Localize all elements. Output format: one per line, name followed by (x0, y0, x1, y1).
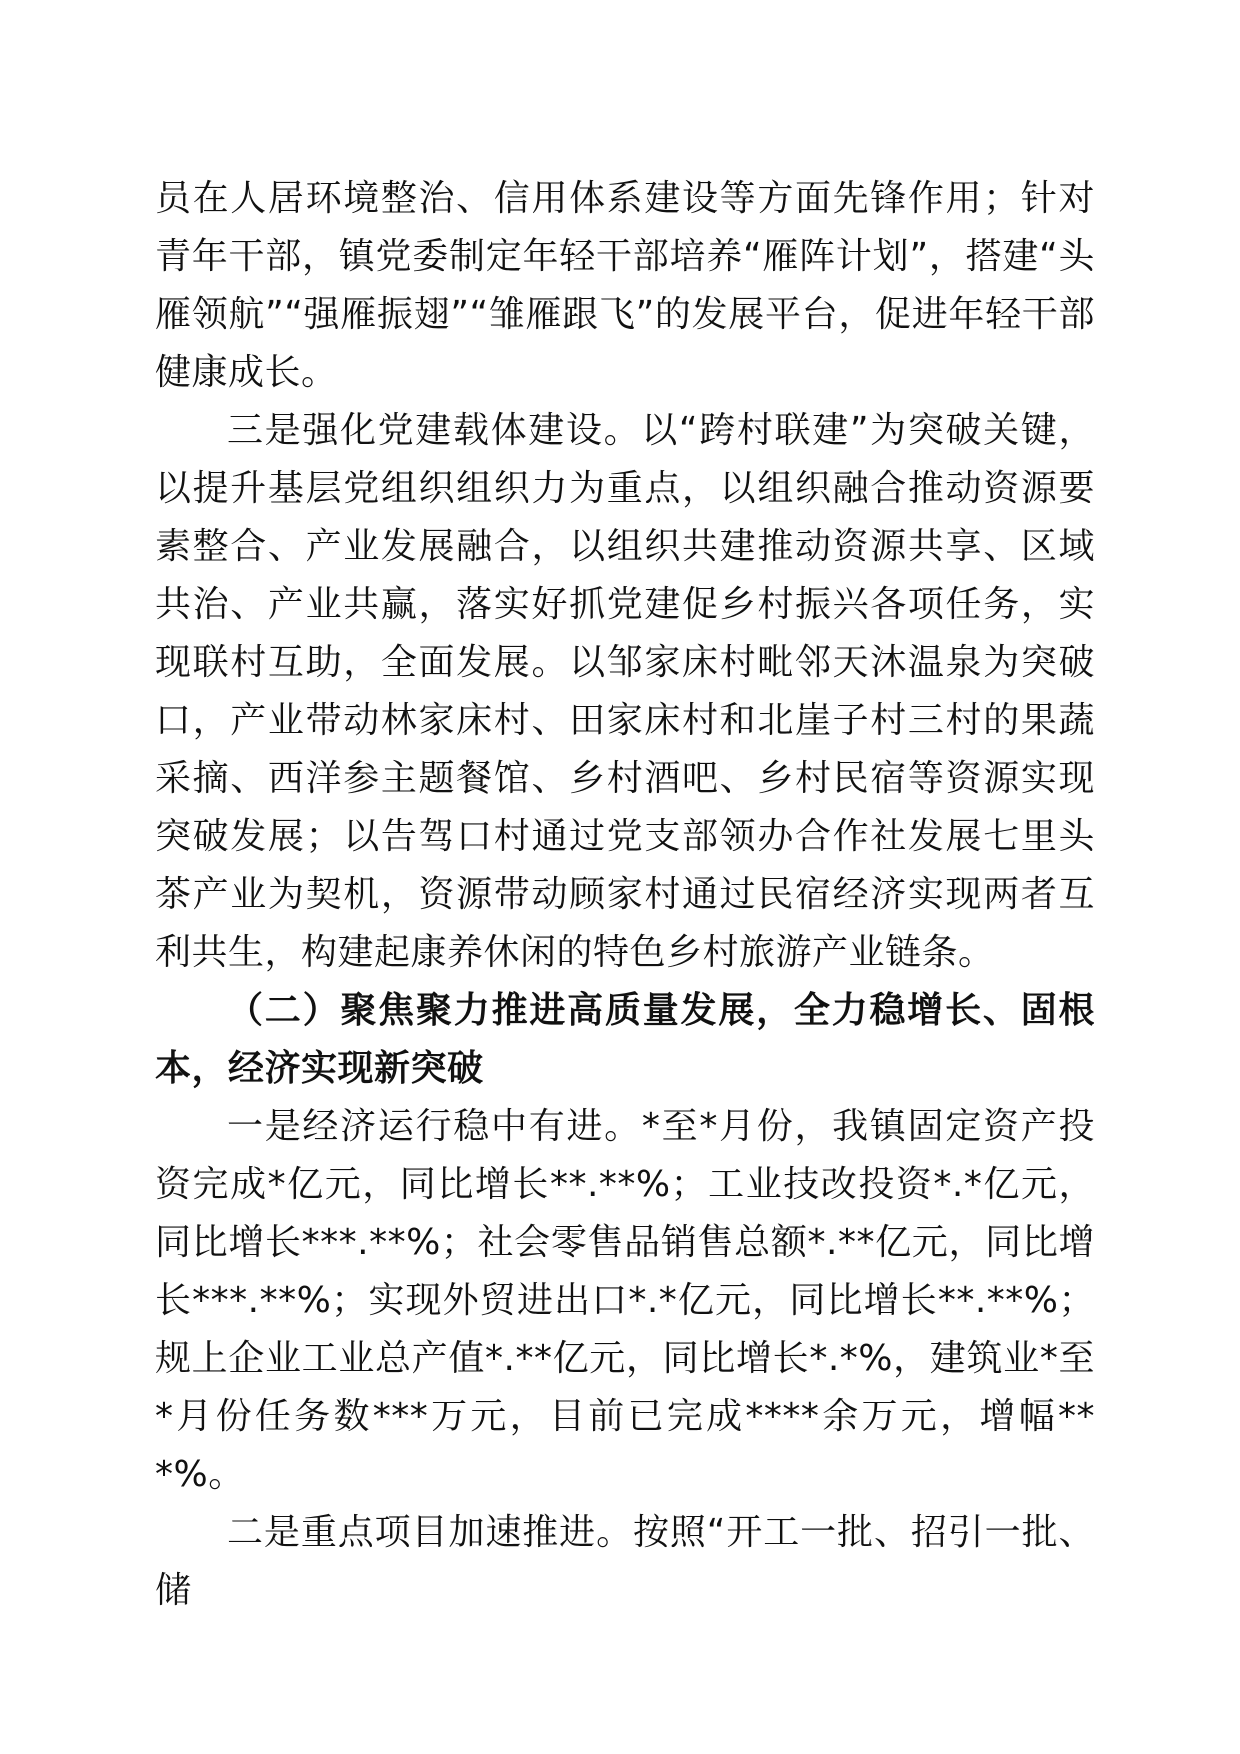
document-body (155, 170, 1095, 1620)
paragraph-economic-operation: 一是经济运行稳中有进。*至*月份，我镇固定资产投资完成*亿元，同比增长**.**%；工业技改投资*.*亿元，同比增长***.**%；社会零售品销售总额*.**亿元，同比增长***.**%；实现外贸进出口*.*亿元，同比增长**.**%；规上企业工业总产值*.**亿元，同比增长*.*%，建筑业*至*月份任务数***万元，目前已完成****余万元，增幅***%。 (155, 1106, 1095, 1495)
paragraph-key-projects: 二是重点项目加速推进。按照“开工一批、招引一批、储 (155, 1512, 1095, 1611)
section-heading: （二）聚焦聚力推进高质量发展，全力稳增长、固根本，经济实现新突破 (155, 990, 1095, 1089)
paragraph-continuation: 员在人居环境整治、信用体系建设等方面先锋作用；针对青年干部，镇党委制定年轻干部培养“雁阵计划”，搭建“头雁领航”“强雁振翅”“雏雁跟飞”的发展平台，促进年轻干部健康成长。 (155, 178, 1095, 393)
paragraph-party-building-carrier: 三是强化党建载体建设。以“跨村联建”为突破关键，以提升基层党组织组织力为重点，以组织融合推动资源要素整合、产业发展融合，以组织共建推动资源共享、区域共治、产业共赢，落实好抓党建促乡村振兴各项任务，实现联村互助，全面发展。以邹家床村毗邻天沐温泉为突破口，产业带动林家床村、田家床村和北崖子村三村的果蔬采摘、西洋参主题餐馆、乡村酒吧、乡村民宿等资源实现突破发展；以告驾口村通过党支部领办合作社发展七里头茶产业为契机，资源带动顾家村通过民宿经济实现两者互利共生，构建起康养休闲的特色乡村旅游产业链条。 (155, 410, 1095, 973)
